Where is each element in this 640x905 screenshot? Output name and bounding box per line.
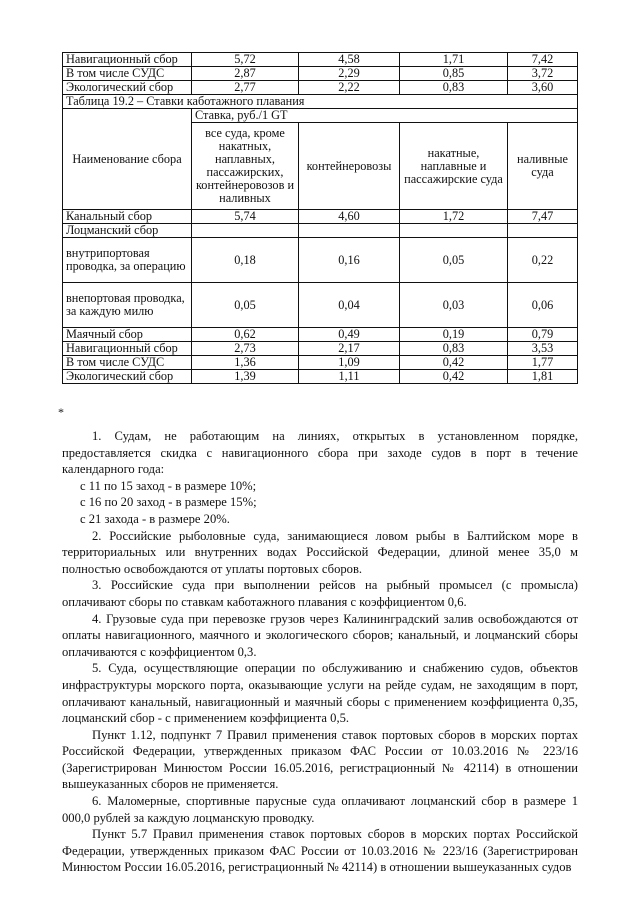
- table-row: [63, 238, 578, 283]
- row-label: Экологический сбор: [63, 81, 192, 95]
- value-cell: 1,11: [299, 370, 400, 384]
- value-cell: [400, 224, 508, 238]
- paragraph: 4. Грузовые суда при перевозке грузов через Калининградский залив освобождаются от оплаты навигационного, маячного и экологического сборов; канальный, и лоцманский сборы оплачиваются с коэффициентом 0,3.: [62, 611, 578, 659]
- value-cell: 5,72: [192, 53, 299, 67]
- value-cell: 0,85: [400, 67, 508, 81]
- notes-text: [62, 428, 578, 876]
- paragraph: с 16 по 20 заход - в размере 15%;: [80, 495, 257, 510]
- value-cell: 0,05: [192, 283, 299, 328]
- paragraph: 5. Суда, осуществляющие операции по обслуживанию и снабжению судов, объектов инфраструктуры морского порта, оказывающие услуги на рейде судам, не заходящим в порт, оплачивают канальный, навигационный и маячный сборы с применением коэффициента 0,35, лоцманский сбор - с применением коэффициента 0,5.: [62, 661, 578, 726]
- value-cell: [508, 224, 578, 238]
- table-row: [63, 81, 578, 95]
- row-label: Канальный сбор: [63, 210, 192, 224]
- paragraph: с 21 захода - в размере 20%.: [80, 511, 230, 526]
- header-rate: Ставка, руб./1 GT: [192, 109, 578, 123]
- header-name-col: Наименование сбора: [63, 109, 192, 210]
- table-row: [63, 224, 578, 238]
- row-label: Навигационный сбор: [63, 53, 192, 67]
- header-col: наливные суда: [508, 123, 578, 210]
- value-cell: 0,83: [400, 81, 508, 95]
- value-cell: 0,06: [508, 283, 578, 328]
- value-cell: 3,72: [508, 67, 578, 81]
- value-cell: 1,09: [299, 356, 400, 370]
- header-col: контейнеровозы: [299, 123, 400, 210]
- value-cell: 1,36: [192, 356, 299, 370]
- table-row: [63, 67, 578, 81]
- table-row: [63, 210, 578, 224]
- paragraph: 2. Российские рыболовные суда, занимающиеся ловом рыбы в Балтийском море в территориальных или внутренних водах Российской Федерации, длиной менее 35,0 м полностью освобождаются от уплаты портовых сборов.: [62, 528, 578, 576]
- value-cell: 5,74: [192, 210, 299, 224]
- value-cell: 2,29: [299, 67, 400, 81]
- row-label: внепортовая проводка, за каждую милю: [63, 283, 192, 328]
- row-label: Навигационный сбор: [63, 342, 192, 356]
- table-row: [63, 53, 578, 67]
- row-label: В том числе СУДС: [63, 356, 192, 370]
- value-cell: 0,05: [400, 238, 508, 283]
- table-caption: Таблица 19.2 – Ставки каботажного плавания: [63, 95, 578, 109]
- value-cell: 0,19: [400, 328, 508, 342]
- row-label: внутрипортовая проводка, за операцию: [63, 238, 192, 283]
- value-cell: 0,16: [299, 238, 400, 283]
- table-row: [63, 370, 578, 384]
- paragraph: с 11 по 15 заход - в размере 10%;: [80, 478, 257, 493]
- value-cell: 0,62: [192, 328, 299, 342]
- value-cell: 1,71: [400, 53, 508, 67]
- value-cell: 2,87: [192, 67, 299, 81]
- value-cell: 1,39: [192, 370, 299, 384]
- value-cell: 1,81: [508, 370, 578, 384]
- value-cell: 3,60: [508, 81, 578, 95]
- header-col: все суда, кроме накатных, наплавных, пассажирских, контейнеровозов и наливных: [192, 123, 299, 210]
- value-cell: 1,72: [400, 210, 508, 224]
- table-row: [63, 342, 578, 356]
- value-cell: 0,22: [508, 238, 578, 283]
- paragraph: 3. Российские суда при выполнении рейсов на рыбный промысел (с промысла) оплачивают сборы по ставкам каботажного плавания с коэффициентом 0,6.: [62, 578, 578, 609]
- value-cell: 0,03: [400, 283, 508, 328]
- value-cell: 0,83: [400, 342, 508, 356]
- value-cell: 2,22: [299, 81, 400, 95]
- table-row: [63, 328, 578, 342]
- row-label: Маячный сбор: [63, 328, 192, 342]
- value-cell: 3,53: [508, 342, 578, 356]
- value-cell: 4,60: [299, 210, 400, 224]
- value-cell: 0,42: [400, 356, 508, 370]
- value-cell: 0,49: [299, 328, 400, 342]
- value-cell: 2,17: [299, 342, 400, 356]
- value-cell: 0,42: [400, 370, 508, 384]
- paragraph: 6. Маломерные, спортивные парусные суда оплачивают лоцманский сбор в размере 1 000,0 рублей за каждую лоцманскую проводку.: [62, 794, 578, 825]
- value-cell: 0,79: [508, 328, 578, 342]
- header-row: [63, 109, 578, 123]
- value-cell: [299, 224, 400, 238]
- table-caption-row: [63, 95, 578, 109]
- paragraph: 1. Судам, не работающим на линиях, открытых в установленном порядке, предоставляется скидка с навигационного сбора при заходе судов в порт в течение календарного года:: [62, 429, 578, 477]
- value-cell: 1,77: [508, 356, 578, 370]
- value-cell: 7,47: [508, 210, 578, 224]
- value-cell: 2,77: [192, 81, 299, 95]
- rates-table: [62, 52, 578, 384]
- paragraph: Пункт 5.7 Правил применения ставок портовых сборов в морских портах Российской Федерации, утвержденных приказом ФАС России от 10.03.2016 № 223/16 (Зарегистрирован Минюстом России 16.05.2016, регистрационный № 42114) в отношении вышеуказанных судов: [62, 827, 578, 875]
- row-label: Экологический сбор: [63, 370, 192, 384]
- footnote-mark: *: [58, 405, 64, 419]
- value-cell: 2,73: [192, 342, 299, 356]
- value-cell: 0,18: [192, 238, 299, 283]
- value-cell: [192, 224, 299, 238]
- paragraph: Пункт 1.12, подпункт 7 Правил применения ставок портовых сборов в морских портах Российской Федерации, утвержденных приказом ФАС России от 10.03.2016 № 223/16 (Зарегистрирован Минюстом России 16.05.2016, регистрационный № 42114) в отношении вышеуказанных сборов не применяется.: [62, 727, 578, 792]
- value-cell: 4,58: [299, 53, 400, 67]
- value-cell: 7,42: [508, 53, 578, 67]
- header-col: накатные, наплавные и пассажирские суда: [400, 123, 508, 210]
- table-row: [63, 356, 578, 370]
- value-cell: 0,04: [299, 283, 400, 328]
- row-label: Лоцманский сбор: [63, 224, 192, 238]
- row-label: В том числе СУДС: [63, 67, 192, 81]
- table-row: [63, 283, 578, 328]
